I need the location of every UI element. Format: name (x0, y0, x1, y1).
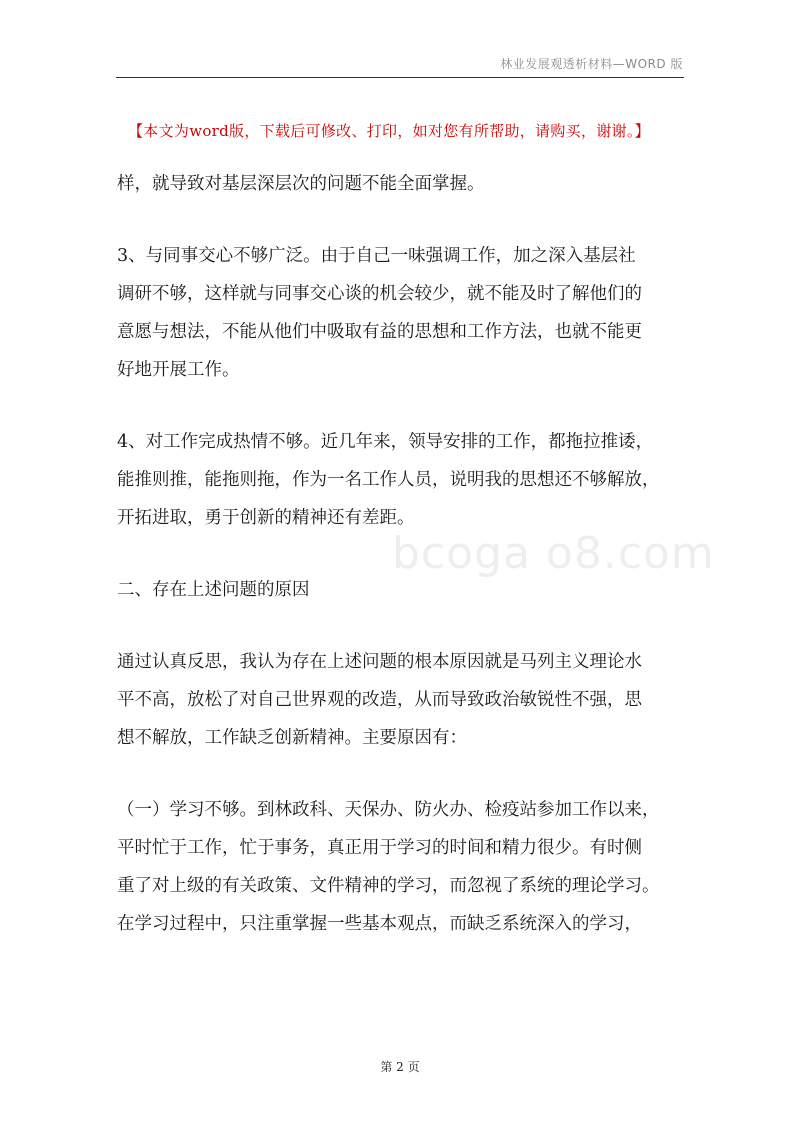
text-line: 4、对工作完成热情不够。近几年来，领导安排的工作，都拖拉推诿， (117, 432, 654, 452)
text-line: 样，就导致对基层深层次的问题不能全面掌握。 (117, 174, 485, 194)
text-line: （一）学习不够。到林政科、天保办、防火办、检疫站参加工作以来， (117, 800, 660, 820)
paragraph-5 (117, 643, 687, 757)
text-line: 意愿与想法，不能从他们中吸取有益的思想和工作方法，也就不能更 (117, 322, 642, 342)
paragraph-6 (117, 791, 687, 943)
text-line: 二、存在上述问题的原因 (117, 580, 310, 600)
text-line: 调研不够，这样就与同事交心谈的机会较少，就不能及时了解他们的 (117, 284, 642, 304)
page-number: 第 2 页 (380, 1060, 420, 1074)
section-heading (117, 571, 687, 609)
download-notice: 【本文为word版，下载后可修改、打印，如对您有所帮助，请购买，谢谢。】 (128, 122, 650, 140)
text-line: 通过认真反思，我认为存在上述问题的根本原因就是马列主义理论水 (117, 652, 642, 672)
text-line: 想不解放，工作缺乏创新精神。主要原因有： (117, 728, 467, 748)
document-body (117, 165, 687, 977)
text-line: 3、与同事交心不够广泛。由于自己一味强调工作，加之深入基层社 (117, 246, 636, 266)
text-line: 好地开展工作。 (117, 360, 240, 380)
header-divider (116, 77, 684, 78)
text-line: 重了对上级的有关政策、文件精神的学习，而忽视了系统的理论学习。 (117, 876, 660, 896)
text-line: 能推则推，能拖则拖，作为一名工作人员，说明我的思想还不够解放， (117, 470, 660, 490)
text-line: 开拓进取，勇于创新的精神还有差距。 (117, 508, 415, 528)
paragraph-3 (117, 423, 687, 537)
watermark: bcoga o8.com (392, 528, 715, 579)
text-line: 平时忙于工作，忙于事务，真正用于学习的时间和精力很少。有时侧 (117, 838, 642, 858)
paragraph-1 (117, 165, 687, 203)
text-line: 平不高，放松了对自己世界观的改造，从而导致政治敏锐性不强，思 (117, 690, 642, 710)
header-title: 林业发展观透析材料—WORD 版 (500, 57, 683, 71)
text-line: 在学习过程中，只注重掌握一些基本观点，而缺乏系统深入的学习， (117, 914, 642, 934)
paragraph-2 (117, 237, 687, 389)
